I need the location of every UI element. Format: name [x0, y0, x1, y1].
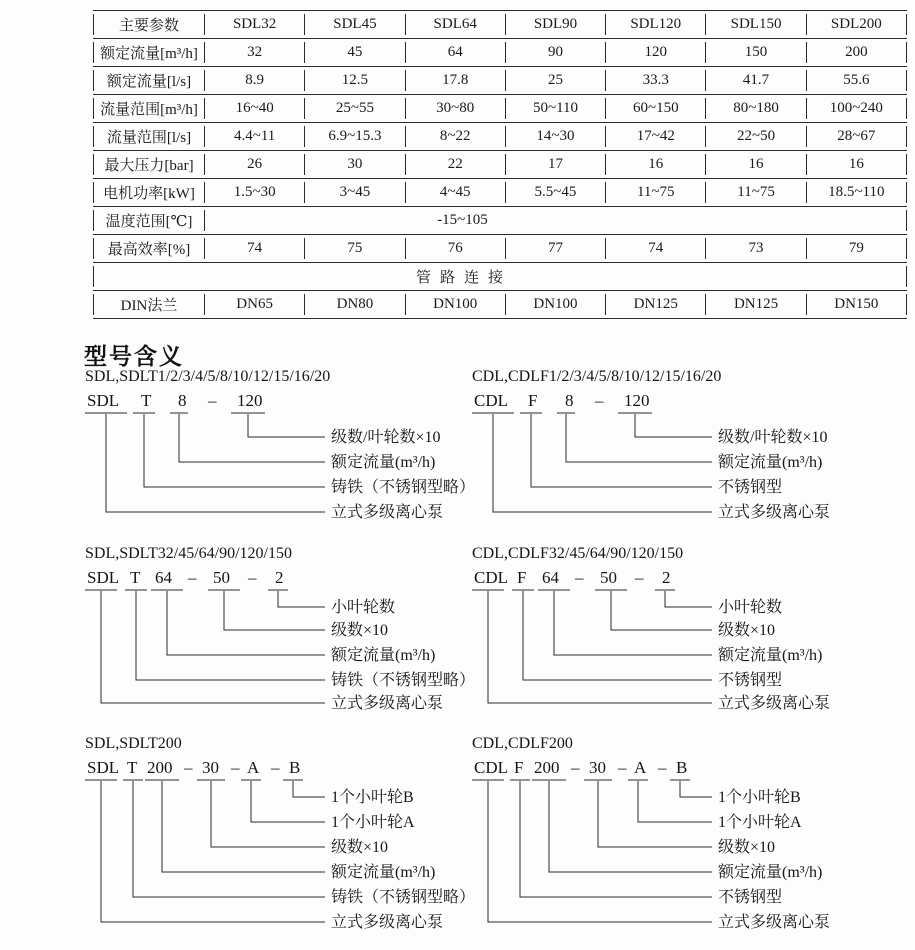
model-diagram-cdl-small — [472, 368, 902, 527]
value-cell: 25 — [505, 70, 605, 91]
column-header: SDL32 — [204, 14, 304, 35]
diagram-label: 1个小叶轮A — [718, 814, 802, 831]
value-cell: 5.5~45 — [505, 182, 605, 203]
model-code-token: SDL — [87, 568, 120, 587]
connector-line — [523, 591, 712, 680]
value-cell: 30~80 — [405, 98, 505, 119]
model-code-token: T — [141, 391, 152, 410]
table-row — [93, 150, 907, 178]
spec-table — [93, 10, 907, 319]
table-section-header: 管路连接 — [93, 266, 907, 287]
model-code-figure — [85, 757, 515, 937]
model-code-token: – — [618, 758, 627, 777]
connector-line — [144, 414, 325, 487]
model-code-figure — [472, 567, 902, 717]
row-label: 额定流量[m³/h] — [93, 42, 204, 63]
table-row — [93, 38, 907, 66]
merged-value-cell: -15~105 — [204, 210, 907, 231]
row-label: 最高效率[%] — [93, 238, 204, 259]
model-code-token: 200 — [147, 758, 173, 777]
value-cell: 22~50 — [705, 126, 805, 147]
connector-line — [101, 591, 325, 703]
value-cell: 4.4~11 — [204, 126, 304, 147]
model-code-token: – — [658, 758, 667, 777]
diagram-label: 立式多级离心泵 — [718, 504, 831, 521]
diagram-label: 额定流量(m³/h) — [718, 647, 823, 664]
value-cell: 45 — [304, 42, 404, 63]
value-cell: 50~110 — [505, 98, 605, 119]
value-cell: 74 — [605, 238, 705, 259]
value-cell: 90 — [505, 42, 605, 63]
model-code-token: – — [575, 568, 584, 587]
table-row — [93, 234, 907, 262]
column-header: SDL45 — [304, 14, 404, 35]
value-cell: DN150 — [806, 294, 907, 315]
value-cell: DN125 — [705, 294, 805, 315]
column-header: SDL120 — [605, 14, 705, 35]
connector-line — [248, 414, 325, 437]
row-label: 流量范围[m³/h] — [93, 98, 204, 119]
model-code-token: – — [208, 391, 217, 410]
connector-line — [136, 591, 325, 680]
diagram-label: 额定流量(m³/h) — [331, 864, 436, 881]
model-code-token: 30 — [202, 758, 219, 777]
diagram-label: 铸铁（不锈钢型略） — [331, 889, 476, 906]
diagram-subtitle: SDL,SDLT200 — [85, 735, 182, 752]
model-code-token: F — [517, 568, 527, 587]
value-cell: 32 — [204, 42, 304, 63]
model-code-token: – — [188, 568, 197, 587]
connector-line — [638, 781, 712, 822]
model-code-token: A — [634, 758, 647, 777]
value-cell: 17 — [505, 154, 605, 175]
model-code-token: T — [130, 568, 141, 587]
diagram-label: 不锈钢型 — [718, 889, 783, 906]
model-diagram-cdl-200 — [472, 735, 902, 942]
value-cell: 17.8 — [405, 70, 505, 91]
model-code-token: CDL — [474, 391, 508, 410]
model-code-token: – — [184, 758, 193, 777]
value-cell: 14~30 — [505, 126, 605, 147]
diagram-label: 立式多级离心泵 — [331, 695, 444, 712]
model-code-token: 50 — [600, 568, 617, 587]
connector-line — [493, 414, 712, 512]
model-code-figure — [85, 390, 515, 522]
connector-line — [162, 781, 325, 872]
value-cell: 55.6 — [806, 70, 907, 91]
column-header: 主要参数 — [93, 14, 204, 35]
connector-line — [224, 591, 325, 630]
value-cell: 120 — [605, 42, 705, 63]
model-diagram-sdl-mid — [85, 545, 515, 722]
diagram-label: 立式多级离心泵 — [331, 914, 444, 931]
row-label: 最大压力[bar] — [93, 154, 204, 175]
connector-line — [488, 781, 712, 922]
value-cell: 4~45 — [405, 182, 505, 203]
row-label: 电机功率[kW] — [93, 182, 204, 203]
value-cell: 30 — [304, 154, 404, 175]
connector-line — [488, 591, 712, 703]
diagram-label: 不锈钢型 — [718, 479, 783, 496]
column-header: SDL90 — [505, 14, 605, 35]
diagram-subtitle: CDL,CDLF200 — [472, 735, 573, 752]
connector-line — [179, 414, 325, 462]
model-diagram-sdl-small — [85, 368, 515, 527]
model-code-token: – — [231, 758, 240, 777]
value-cell: 150 — [705, 42, 805, 63]
value-cell: 33.3 — [605, 70, 705, 91]
diagram-label: 不锈钢型 — [718, 672, 783, 689]
diagram-label: 立式多级离心泵 — [331, 504, 444, 521]
model-code-token: 120 — [237, 391, 263, 410]
model-code-token: 8 — [565, 391, 574, 410]
value-cell: 74 — [204, 238, 304, 259]
value-cell: 26 — [204, 154, 304, 175]
value-cell: 12.5 — [304, 70, 404, 91]
connector-line — [566, 414, 712, 462]
diagram-label: 立式多级离心泵 — [718, 695, 831, 712]
value-cell: 77 — [505, 238, 605, 259]
diagram-label: 额定流量(m³/h) — [331, 647, 436, 664]
value-cell: 6.9~15.3 — [304, 126, 404, 147]
value-cell: 79 — [806, 238, 907, 259]
value-cell: 16~40 — [204, 98, 304, 119]
model-code-figure — [85, 567, 515, 717]
model-code-token: SDL — [87, 758, 120, 777]
diagram-label: 1个小叶轮A — [331, 814, 415, 831]
value-cell: DN100 — [505, 294, 605, 315]
connector-line — [278, 591, 325, 607]
connector-line — [293, 781, 325, 797]
diagram-label: 级数/叶轮数×10 — [331, 429, 441, 446]
connector-line — [531, 414, 712, 487]
diagram-label: 铸铁（不锈钢型略） — [331, 479, 476, 496]
value-cell: DN125 — [605, 294, 705, 315]
model-code-token: – — [571, 758, 580, 777]
table-row — [93, 10, 907, 38]
value-cell: 16 — [705, 154, 805, 175]
model-code-token: 8 — [178, 391, 187, 410]
model-code-token: 2 — [662, 568, 671, 587]
table-row — [93, 290, 907, 318]
diagram-label: 额定流量(m³/h) — [718, 454, 823, 471]
model-diagram-cdl-mid — [472, 545, 902, 722]
value-cell: 73 — [705, 238, 805, 259]
value-cell: 100~240 — [806, 98, 907, 119]
value-cell: 16 — [605, 154, 705, 175]
value-cell: 75 — [304, 238, 404, 259]
connector-line — [106, 414, 325, 512]
diagram-label: 小叶轮数 — [718, 599, 783, 616]
value-cell: 200 — [806, 42, 907, 63]
model-code-token: – — [635, 568, 644, 587]
connector-line — [554, 591, 712, 655]
column-header: SDL150 — [705, 14, 805, 35]
table-row — [93, 262, 907, 290]
diagram-subtitle: CDL,CDLF1/2/3/4/5/8/10/12/15/16/20 — [472, 368, 722, 385]
diagram-subtitle: SDL,SDLT1/2/3/4/5/8/10/12/15/16/20 — [85, 368, 331, 385]
value-cell: 22 — [405, 154, 505, 175]
diagram-subtitle: SDL,SDLT32/45/64/90/120/150 — [85, 545, 292, 562]
connector-line — [611, 591, 712, 630]
connector-line — [680, 781, 712, 797]
value-cell: 17~42 — [605, 126, 705, 147]
model-code-token: B — [289, 758, 301, 777]
connector-line — [549, 781, 712, 872]
model-code-token: 50 — [213, 568, 230, 587]
value-cell: DN80 — [304, 294, 404, 315]
diagram-label: 立式多级离心泵 — [718, 914, 831, 931]
value-cell: 11~75 — [705, 182, 805, 203]
model-code-token: – — [248, 568, 257, 587]
value-cell: 11~75 — [605, 182, 705, 203]
diagram-label: 1个小叶轮B — [718, 789, 801, 806]
value-cell: 1.5~30 — [204, 182, 304, 203]
value-cell: 80~180 — [705, 98, 805, 119]
value-cell: 64 — [405, 42, 505, 63]
diagram-label: 级数×10 — [331, 839, 389, 856]
table-row — [93, 66, 907, 94]
value-cell: 8.9 — [204, 70, 304, 91]
value-cell: 18.5~110 — [806, 182, 907, 203]
model-code-token: 64 — [155, 568, 172, 587]
diagram-label: 1个小叶轮B — [331, 789, 414, 806]
column-header: SDL200 — [806, 14, 907, 35]
row-label: 流量范围[l/s] — [93, 126, 204, 147]
connector-line — [598, 781, 712, 847]
connector-line — [101, 781, 325, 922]
diagram-label: 级数×10 — [331, 622, 389, 639]
model-code-token: 120 — [624, 391, 650, 410]
value-cell: 3~45 — [304, 182, 404, 203]
diagram-label: 小叶轮数 — [331, 599, 396, 616]
model-code-token: F — [514, 758, 524, 777]
model-code-token: T — [127, 758, 138, 777]
value-cell: 60~150 — [605, 98, 705, 119]
model-code-token: 30 — [589, 758, 606, 777]
diagram-label: 额定流量(m³/h) — [718, 864, 823, 881]
table-row — [93, 122, 907, 150]
diagram-label: 级数×10 — [718, 622, 776, 639]
value-cell: DN65 — [204, 294, 304, 315]
model-code-token: – — [595, 391, 604, 410]
value-cell: 8~22 — [405, 126, 505, 147]
diagram-label: 铸铁（不锈钢型略） — [331, 672, 476, 689]
value-cell: 16 — [806, 154, 907, 175]
diagram-label: 额定流量(m³/h) — [331, 454, 436, 471]
value-cell: 25~55 — [304, 98, 404, 119]
connector-line — [251, 781, 325, 822]
model-code-token: A — [247, 758, 260, 777]
row-label: DIN法兰 — [93, 294, 204, 315]
diagram-label: 级数×10 — [718, 839, 776, 856]
diagram-label: 级数/叶轮数×10 — [718, 429, 828, 446]
model-code-figure — [472, 757, 902, 937]
row-label: 额定流量[l/s] — [93, 70, 204, 91]
model-code-token: F — [528, 391, 538, 410]
model-code-token: B — [676, 758, 688, 777]
connector-line — [211, 781, 325, 847]
model-code-token: 64 — [542, 568, 559, 587]
value-cell: DN100 — [405, 294, 505, 315]
model-code-token: – — [271, 758, 280, 777]
connector-line — [635, 414, 712, 437]
table-row — [93, 206, 907, 234]
connector-line — [167, 591, 325, 655]
model-code-token: 200 — [534, 758, 560, 777]
diagram-subtitle: CDL,CDLF32/45/64/90/120/150 — [472, 545, 684, 562]
section-title: 型号含义 — [84, 343, 184, 369]
value-cell: 41.7 — [705, 70, 805, 91]
table-row — [93, 178, 907, 206]
row-label: 温度范围[℃] — [93, 210, 204, 231]
model-code-token: CDL — [474, 758, 508, 777]
value-cell: 76 — [405, 238, 505, 259]
model-code-token: SDL — [87, 391, 120, 410]
connector-line — [665, 591, 712, 607]
model-code-figure — [472, 390, 902, 522]
model-code-token: 2 — [275, 568, 284, 587]
table-row — [93, 94, 907, 122]
value-cell: 28~67 — [806, 126, 907, 147]
model-diagram-sdl-200 — [85, 735, 515, 942]
column-header: SDL64 — [405, 14, 505, 35]
model-code-token: CDL — [474, 568, 508, 587]
